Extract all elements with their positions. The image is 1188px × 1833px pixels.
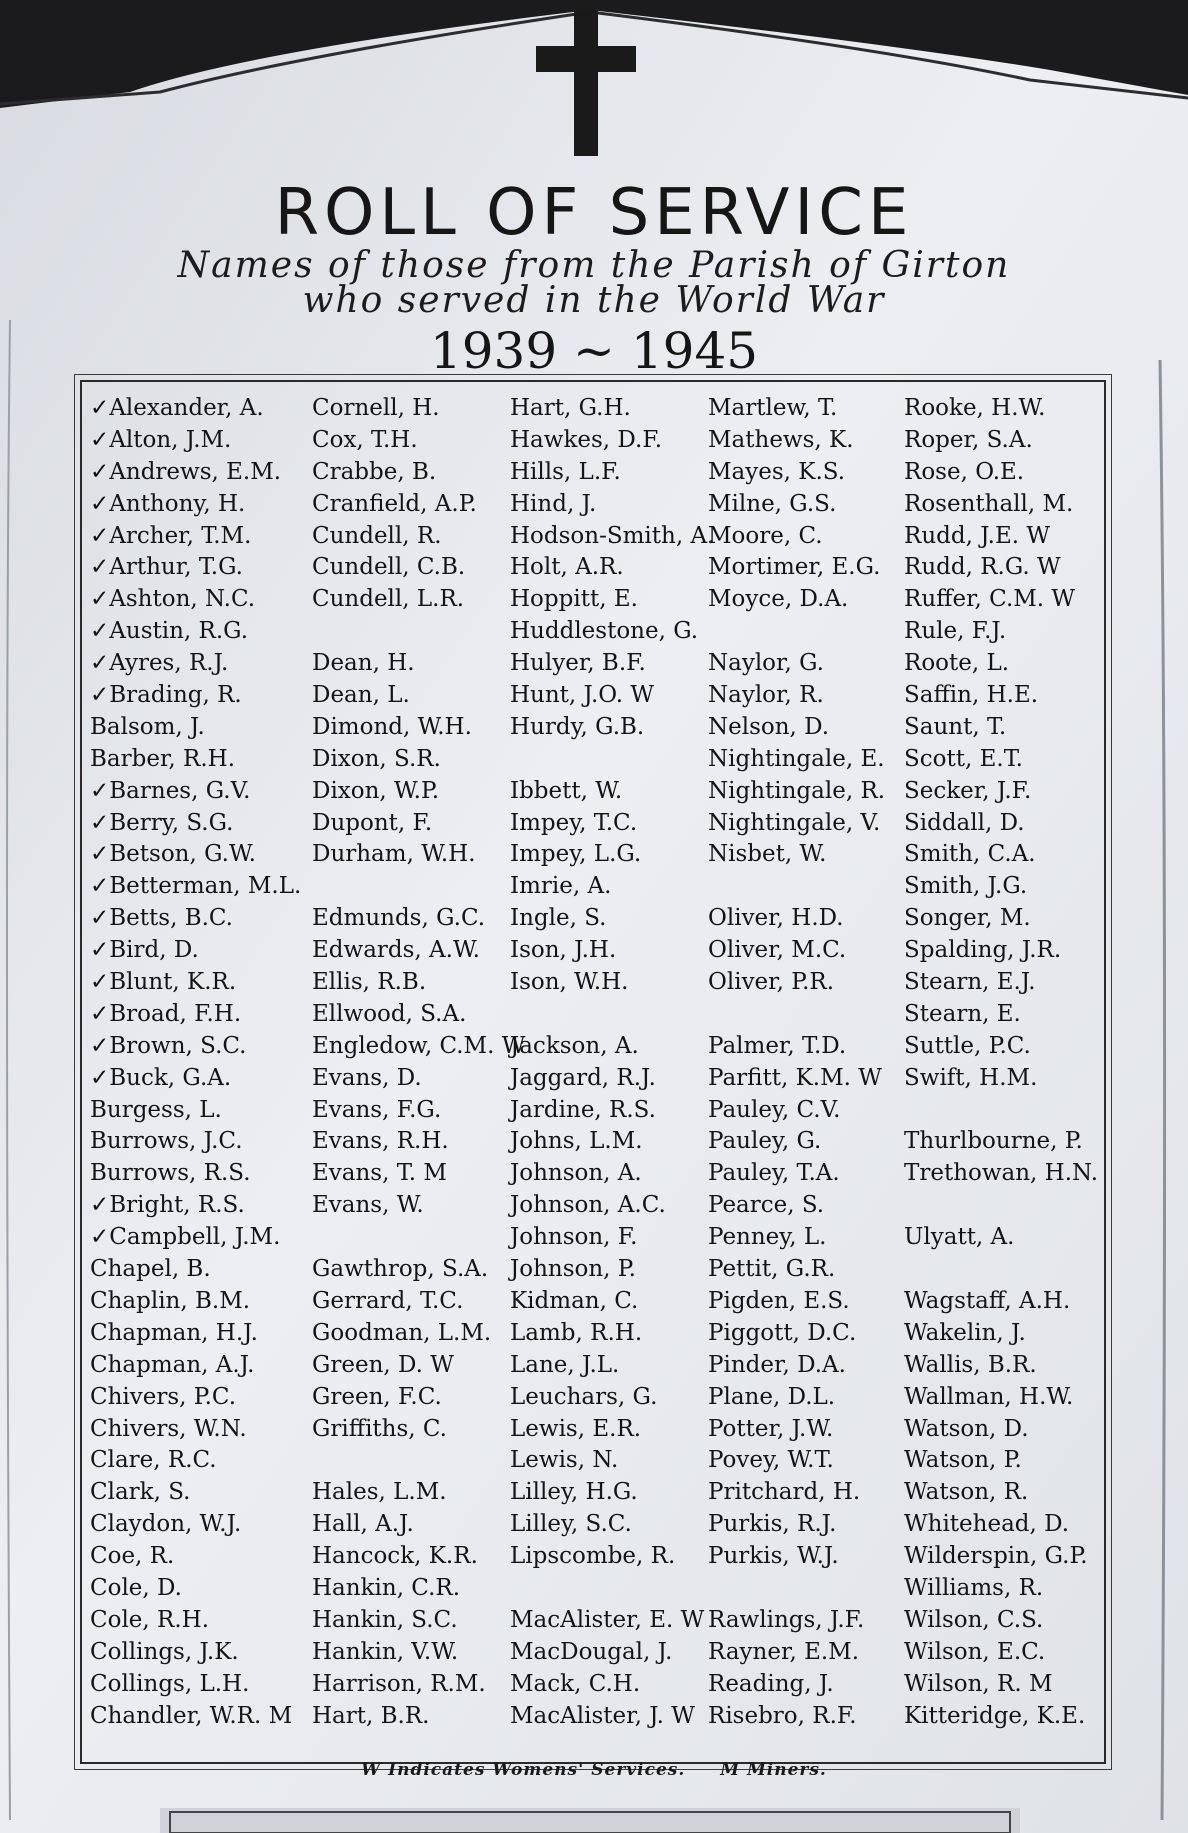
name-entry: Ibbett, W. xyxy=(510,777,623,804)
name-entry: Gerrard, T.C. xyxy=(312,1287,464,1314)
name-entry: Rooke, H.W. xyxy=(904,395,1046,421)
name-entry xyxy=(904,1190,1098,1222)
years-heading: 1939 ~ 1945 xyxy=(429,322,759,380)
name-entry: Griffiths, C. xyxy=(312,1415,447,1442)
name-entry: Cundell, R. xyxy=(312,522,442,549)
name-column-5 xyxy=(904,393,1098,1732)
name-entry: Impey, T.C. xyxy=(510,809,638,836)
name-entry: Hancock, K.R. xyxy=(312,1543,478,1570)
name-entry: ✓Alton, J.M. xyxy=(90,426,232,453)
name-entry: Milne, G.S. xyxy=(708,490,837,517)
name-column-4 xyxy=(708,393,885,1732)
name-entry: Rudd, R.G. W xyxy=(904,554,1061,581)
name-entry: ✓Betts, B.C. xyxy=(90,905,233,932)
name-entry: ✓Blunt, K.R. xyxy=(90,969,237,996)
name-entry: Martlew, T. xyxy=(708,395,838,421)
name-entry: Nightingale, E. xyxy=(708,745,885,772)
name-entry: ✓Betterman, M.L. xyxy=(90,873,302,900)
name-entry: Chapel, B. xyxy=(90,1256,211,1283)
name-entry: ✓Ayres, R.J. xyxy=(90,650,229,677)
name-entry: Hoppitt, E. xyxy=(510,586,638,613)
name-entry: Lamb, R.H. xyxy=(510,1319,643,1346)
name-entry: Lewis, N. xyxy=(510,1447,619,1474)
name-entry: Lane, J.L. xyxy=(510,1351,620,1378)
name-entry: Pauley, C.V. xyxy=(708,1096,841,1123)
name-entry xyxy=(312,616,525,648)
name-entry: Rawlings, J.F. xyxy=(708,1606,865,1633)
name-entry xyxy=(312,1445,525,1477)
name-entry: ✓Anthony, H. xyxy=(90,490,246,517)
name-entry: Williams, R. xyxy=(904,1574,1044,1601)
name-entry: Evans, T. M xyxy=(312,1160,447,1187)
name-entry: Clark, S. xyxy=(90,1479,191,1506)
name-column-1 xyxy=(90,393,301,1732)
name-entry: Jaggard, R.J. xyxy=(510,1064,656,1091)
name-entry: Ison, J.H. xyxy=(510,937,617,964)
name-entry: Trethowan, H.N. xyxy=(904,1160,1099,1187)
name-entry: Hulyer, B.F. xyxy=(510,650,646,677)
name-entry: Chapman, A.J. xyxy=(90,1351,255,1378)
name-entry: ✓Brown, S.C. xyxy=(90,1032,247,1059)
name-entry: Johnson, F. xyxy=(510,1224,638,1251)
name-entry: Rosenthall, M. xyxy=(904,490,1074,517)
name-entry: Lilley, H.G. xyxy=(510,1479,638,1506)
name-entry: Siddall, D. xyxy=(904,809,1025,836)
name-entry: MacAlister, J. W xyxy=(510,1702,695,1729)
name-entry: Potter, J.W. xyxy=(708,1415,834,1442)
name-entry: ✓Broad, F.H. xyxy=(90,1000,242,1027)
name-entry: Hankin, V.W. xyxy=(312,1638,459,1665)
name-entry: Coe, R. xyxy=(90,1543,175,1570)
name-entry: Hankin, C.R. xyxy=(312,1574,461,1601)
name-entry: Lewis, E.R. xyxy=(510,1415,642,1442)
name-entry: Cranfield, A.P. xyxy=(312,490,477,517)
name-entry: Durham, W.H. xyxy=(312,841,476,868)
name-entry: Purkis, W.J. xyxy=(708,1543,839,1570)
name-entry: Ruffer, C.M. W xyxy=(904,586,1076,613)
name-entry: Johnson, A. xyxy=(510,1160,642,1187)
name-entry: Evans, F.G. xyxy=(312,1096,442,1123)
name-entry: Burrows, R.S. xyxy=(90,1160,251,1187)
name-entry: Collings, J.K. xyxy=(90,1638,239,1665)
name-entry: Ulyatt, A. xyxy=(904,1224,1015,1251)
name-column-2 xyxy=(312,393,525,1732)
name-entry xyxy=(510,999,714,1031)
name-entry: Saunt, T. xyxy=(904,713,1007,740)
name-entry: Hart, G.H. xyxy=(510,395,631,421)
name-entry: Nightingale, R. xyxy=(708,777,886,804)
name-entry: MacDougal, J. xyxy=(510,1638,673,1665)
name-entry: Hankin, S.C. xyxy=(312,1606,458,1633)
name-entry: Dixon, S.R. xyxy=(312,745,441,772)
name-entry: Pinder, D.A. xyxy=(708,1351,846,1378)
name-entry: Wilson, C.S. xyxy=(904,1606,1044,1633)
name-entry: Hall, A.J. xyxy=(312,1511,414,1538)
name-entry: Dean, L. xyxy=(312,682,410,709)
name-entry: MacAlister, E. W xyxy=(510,1606,705,1633)
name-entry: Imrie, A. xyxy=(510,873,612,900)
name-entry: Balsom, J. xyxy=(90,713,205,740)
name-entry: ✓Bright, R.S. xyxy=(90,1192,245,1219)
name-entry: Watson, D. xyxy=(904,1415,1029,1442)
name-entry: Wallman, H.W. xyxy=(904,1383,1074,1410)
name-entry: Cole, D. xyxy=(90,1574,182,1601)
name-entry: Holt, A.R. xyxy=(510,554,624,581)
name-entry: Scott, E.T. xyxy=(904,745,1023,772)
name-entry: ✓Ashton, N.C. xyxy=(90,586,256,613)
name-entry: Hawkes, D.F. xyxy=(510,426,663,453)
name-entry: Burgess, L. xyxy=(90,1096,222,1123)
name-entry: Saffin, H.E. xyxy=(904,682,1039,709)
name-entry: Pauley, G. xyxy=(708,1128,822,1155)
name-entry: ✓Andrews, E.M. xyxy=(90,458,282,485)
name-entry: Huddlestone, G. xyxy=(510,618,699,645)
name-entry: Palmer, T.D. xyxy=(708,1032,847,1059)
name-entry: ✓Austin, R.G. xyxy=(90,618,249,645)
name-entry: Roper, S.A. xyxy=(904,426,1033,453)
name-entry: ✓Berry, S.G. xyxy=(90,809,234,836)
name-entry: Rudd, J.E. W xyxy=(904,522,1050,549)
name-entry: Cornell, H. xyxy=(312,395,440,421)
name-entry: ✓Arthur, T.G. xyxy=(90,554,243,581)
name-entry: Cox, T.H. xyxy=(312,426,418,453)
name-entry: Collings, L.H. xyxy=(90,1670,250,1697)
name-entry: ✓Barnes, G.V. xyxy=(90,777,251,804)
name-entry: Pettit, G.R. xyxy=(708,1256,836,1283)
name-entry: Reading, J. xyxy=(708,1670,834,1697)
name-entry: Lipscombe, R. xyxy=(510,1543,676,1570)
name-entry xyxy=(708,1573,885,1605)
name-entry: Kidman, C. xyxy=(510,1287,639,1314)
name-entry: Chandler, W.R. M xyxy=(90,1702,293,1729)
name-entry: Cole, R.H. xyxy=(90,1606,210,1633)
name-entry: Nightingale, V. xyxy=(708,809,881,836)
name-entry xyxy=(708,616,885,648)
name-entry: Rule, F.J. xyxy=(904,618,1007,645)
name-entry: Wilson, E.C. xyxy=(904,1638,1046,1665)
name-entry: ✓Betson, G.W. xyxy=(90,841,256,868)
name-entry: Chapman, H.J. xyxy=(90,1319,258,1346)
cross-symbol xyxy=(536,10,636,156)
name-entry: Parfitt, K.M. W xyxy=(708,1064,882,1091)
name-entry: Harrison, R.M. xyxy=(312,1670,486,1697)
name-entry: Chaplin, B.M. xyxy=(90,1287,251,1314)
name-entry: Green, D. W xyxy=(312,1351,454,1378)
name-entry: Goodman, L.M. xyxy=(312,1319,492,1346)
name-entry: Ellis, R.B. xyxy=(312,969,427,996)
subtitle-line-1: Names of those from the Parish of Girton xyxy=(177,245,1011,286)
name-entry: Hind, J. xyxy=(510,490,597,517)
name-entry: Evans, W. xyxy=(312,1192,424,1219)
name-entry xyxy=(510,744,714,776)
name-entry: Mortimer, E.G. xyxy=(708,554,881,581)
page-title: ROLL OF SERVICE xyxy=(274,176,914,250)
name-entry: Kitteridge, K.E. xyxy=(904,1702,1086,1729)
name-entry: Dimond, W.H. xyxy=(312,713,472,740)
name-entry: Mack, C.H. xyxy=(510,1670,641,1697)
name-entry: ✓Brading, R. xyxy=(90,682,242,709)
name-entry: Green, F.C. xyxy=(312,1383,442,1410)
name-entry: Wallis, B.R. xyxy=(904,1351,1037,1378)
name-entry: ✓Bird, D. xyxy=(90,937,199,964)
name-entry: Nelson, D. xyxy=(708,713,830,740)
name-entry: Chivers, P.C. xyxy=(90,1383,237,1410)
name-entry: Chivers, W.N. xyxy=(90,1415,247,1442)
name-entry: Cundell, L.R. xyxy=(312,586,465,613)
name-entry: Jardine, R.S. xyxy=(510,1096,656,1123)
name-entry: ✓Buck, G.A. xyxy=(90,1064,232,1091)
name-entry: Edmunds, G.C. xyxy=(312,905,486,932)
name-entry: Whitehead, D. xyxy=(904,1511,1070,1538)
name-entry: Smith, C.A. xyxy=(904,841,1036,868)
name-entry: Stearn, E.J. xyxy=(904,969,1036,996)
name-entry: Impey, L.G. xyxy=(510,841,642,868)
name-entry: ✓Campbell, J.M. xyxy=(90,1224,281,1251)
name-entry: Oliver, M.C. xyxy=(708,937,847,964)
name-entry: Claydon, W.J. xyxy=(90,1511,242,1538)
name-entry: ✓Alexander, A. xyxy=(90,395,264,421)
name-entry: Ison, W.H. xyxy=(510,969,629,996)
name-entry: Pearce, S. xyxy=(708,1192,825,1219)
name-entry: Watson, P. xyxy=(904,1447,1022,1474)
name-entry: Hills, L.F. xyxy=(510,458,621,485)
name-entry: Watson, R. xyxy=(904,1479,1029,1506)
name-entry: Wilson, R. M xyxy=(904,1670,1053,1697)
subtitle-line-2: who served in the World War xyxy=(302,280,886,321)
name-entry: Leuchars, G. xyxy=(510,1383,658,1410)
name-entry: Pauley, T.A. xyxy=(708,1160,840,1187)
name-entry: Evans, R.H. xyxy=(312,1128,449,1155)
name-entry: Purkis, R.J. xyxy=(708,1511,837,1538)
name-entry: Ingle, S. xyxy=(510,905,607,932)
name-entry: Wilderspin, G.P. xyxy=(904,1543,1088,1570)
name-entry: Hales, L.M. xyxy=(312,1479,447,1506)
name-entry: Rose, O.E. xyxy=(904,458,1025,485)
name-entry: Rayner, E.M. xyxy=(708,1638,860,1665)
name-entry: Mathews, K. xyxy=(708,426,854,453)
name-entry: Hurdy, G.B. xyxy=(510,713,645,740)
name-entry: Burrows, J.C. xyxy=(90,1128,243,1155)
name-entry: ✓Archer, T.M. xyxy=(90,522,252,549)
name-entry: Nisbet, W. xyxy=(708,841,827,868)
name-entry: Engledow, C.M. W xyxy=(312,1032,526,1059)
name-entry xyxy=(708,871,885,903)
name-entry: Thurlbourne, P. xyxy=(904,1128,1083,1155)
name-entry: Edwards, A.W. xyxy=(312,937,480,964)
name-entry: Wakelin, J. xyxy=(904,1319,1026,1346)
name-entry: Hart, B.R. xyxy=(312,1702,430,1729)
name-column-3 xyxy=(510,393,714,1732)
name-entry: Pigden, E.S. xyxy=(708,1287,850,1314)
name-entry: Barber, R.H. xyxy=(90,745,236,772)
name-entry: Oliver, P.R. xyxy=(708,969,835,996)
name-entry: Johnson, P. xyxy=(510,1256,636,1283)
name-entry: Ellwood, S.A. xyxy=(312,1000,467,1027)
name-entry: Risebro, R.F. xyxy=(708,1702,857,1729)
name-entry xyxy=(312,1222,525,1254)
name-entry: Roote, L. xyxy=(904,650,1010,677)
name-entry: Naylor, G. xyxy=(708,650,824,677)
name-entry: Johnson, A.C. xyxy=(510,1192,666,1219)
name-entry: Hunt, J.O. W xyxy=(510,682,655,709)
legend-womens-services: W Indicates Womens' Services. xyxy=(361,1760,686,1780)
name-entry: Gawthrop, S.A. xyxy=(312,1256,489,1283)
name-entry: Smith, J.G. xyxy=(904,873,1028,900)
name-entry: Spalding, J.R. xyxy=(904,937,1062,964)
name-entry xyxy=(510,1573,714,1605)
name-entry: Johns, L.M. xyxy=(510,1128,643,1155)
name-entry: Penney, L. xyxy=(708,1224,827,1251)
name-entry: Secker, J.F. xyxy=(904,777,1032,804)
legend xyxy=(0,1760,1188,1780)
name-entry xyxy=(312,871,525,903)
name-entry xyxy=(904,1095,1098,1127)
name-entry: Crabbe, B. xyxy=(312,458,437,485)
name-entry: Songer, M. xyxy=(904,905,1031,932)
name-entry: Plane, D.L. xyxy=(708,1383,836,1410)
name-entry: Suttle, P.C. xyxy=(904,1032,1031,1059)
name-entry: Oliver, H.D. xyxy=(708,905,844,932)
legend-miners: M Miners. xyxy=(720,1760,827,1780)
name-entry: Pritchard, H. xyxy=(708,1479,861,1506)
name-entry: Naylor, R. xyxy=(708,682,824,709)
name-entry: Dupont, F. xyxy=(312,809,433,836)
name-entry: Mayes, K.S. xyxy=(708,458,846,485)
name-entry: Moore, C. xyxy=(708,522,823,549)
name-entry: Moyce, D.A. xyxy=(708,586,849,613)
name-entry xyxy=(708,999,885,1031)
name-entry: Dixon, W.P. xyxy=(312,777,440,804)
name-entry: Swift, H.M. xyxy=(904,1064,1038,1091)
name-entry xyxy=(904,1254,1098,1286)
name-entry: Stearn, E. xyxy=(904,1000,1021,1027)
name-entry: Evans, D. xyxy=(312,1064,422,1091)
name-entry: Cundell, C.B. xyxy=(312,554,466,581)
name-entry: Dean, H. xyxy=(312,650,415,677)
name-entry: Wagstaff, A.H. xyxy=(904,1287,1071,1314)
name-entry: Piggott, D.C. xyxy=(708,1319,857,1346)
name-entry: Povey, W.T. xyxy=(708,1447,834,1474)
name-entry: Lilley, S.C. xyxy=(510,1511,632,1538)
name-entry: Jackson, A. xyxy=(510,1032,639,1059)
name-entry: Clare, R.C. xyxy=(90,1447,217,1474)
name-entry: Hodson-Smith, A. xyxy=(510,522,715,549)
